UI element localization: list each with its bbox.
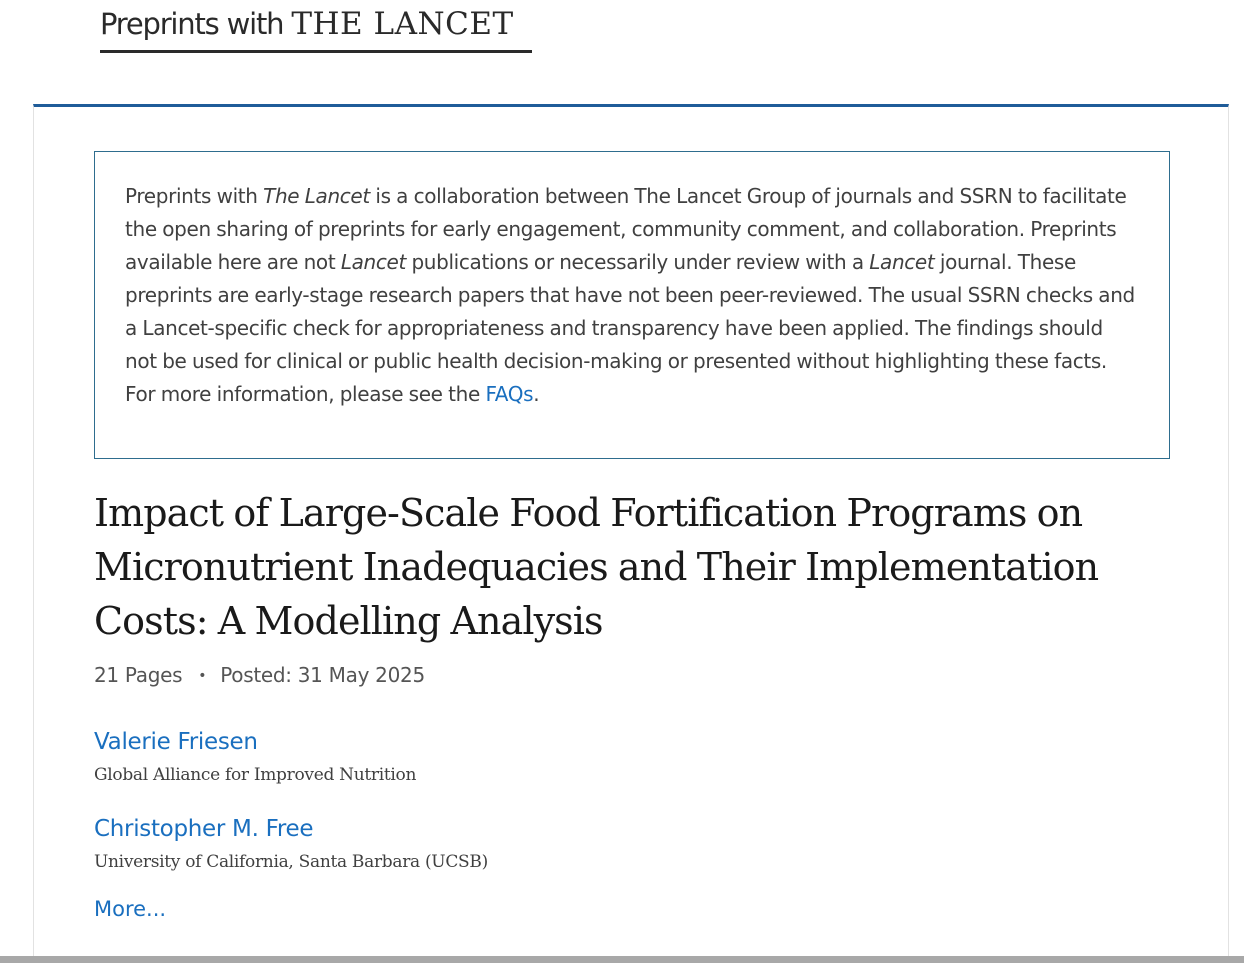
preprint-notice	[94, 151, 1170, 459]
logo-text	[100, 4, 514, 49]
author-affiliation: Global Alliance for Improved Nutrition	[94, 765, 417, 785]
notice-text-2: is a collaboration between The Lancet Group of journals and SSRN to facilitate the open sharing of preprints for early engagement, community comment, and collaboration. Preprints available here are not	[125, 184, 1127, 274]
paper-meta	[94, 660, 425, 691]
notice-journal-italic: The Lancet	[263, 184, 370, 208]
horizontal-scrollbar[interactable]	[0, 956, 1244, 963]
notice-lancet-italic-2: Lancet	[869, 250, 935, 274]
author-affiliation: University of California, Santa Barbara (UCSB)	[94, 852, 488, 872]
faqs-link[interactable]: FAQs	[485, 382, 534, 406]
notice-text-4: journal. These preprints are early-stage research papers that have not been peer-reviewed. The usual SSRN checks and a Lancet-specific check for appropriateness and transparency have been applied. The findings should not be used for clinical or public health decision-making or presented without highlighting these facts. For more information, please see the	[125, 250, 1135, 406]
logo-underline	[100, 50, 532, 53]
author-name-link[interactable]: Christopher M. Free	[94, 816, 314, 842]
meta-separator: •	[198, 668, 207, 684]
notice-lancet-italic-1: Lancet	[340, 250, 406, 274]
logo-brand: THE LANCET	[291, 6, 514, 42]
posted-date: Posted: 31 May 2025	[220, 663, 425, 687]
notice-text-1: Preprints with	[125, 184, 264, 208]
notice-text-3: publications or necessarily under review with a	[405, 250, 870, 274]
paper-title: Impact of Large-Scale Food Fortification Programs on Micronutrient Inadequacies and Their Implementation Costs: A Modelling Analysis	[94, 491, 1099, 643]
logo-prefix: Preprints with	[100, 7, 292, 41]
page-count: 21 Pages	[94, 663, 183, 687]
author-name-link[interactable]: Valerie Friesen	[94, 729, 258, 755]
lancet-logo[interactable]	[100, 4, 532, 56]
notice-end: .	[533, 382, 540, 406]
more-authors-link[interactable]: More...	[94, 897, 167, 921]
